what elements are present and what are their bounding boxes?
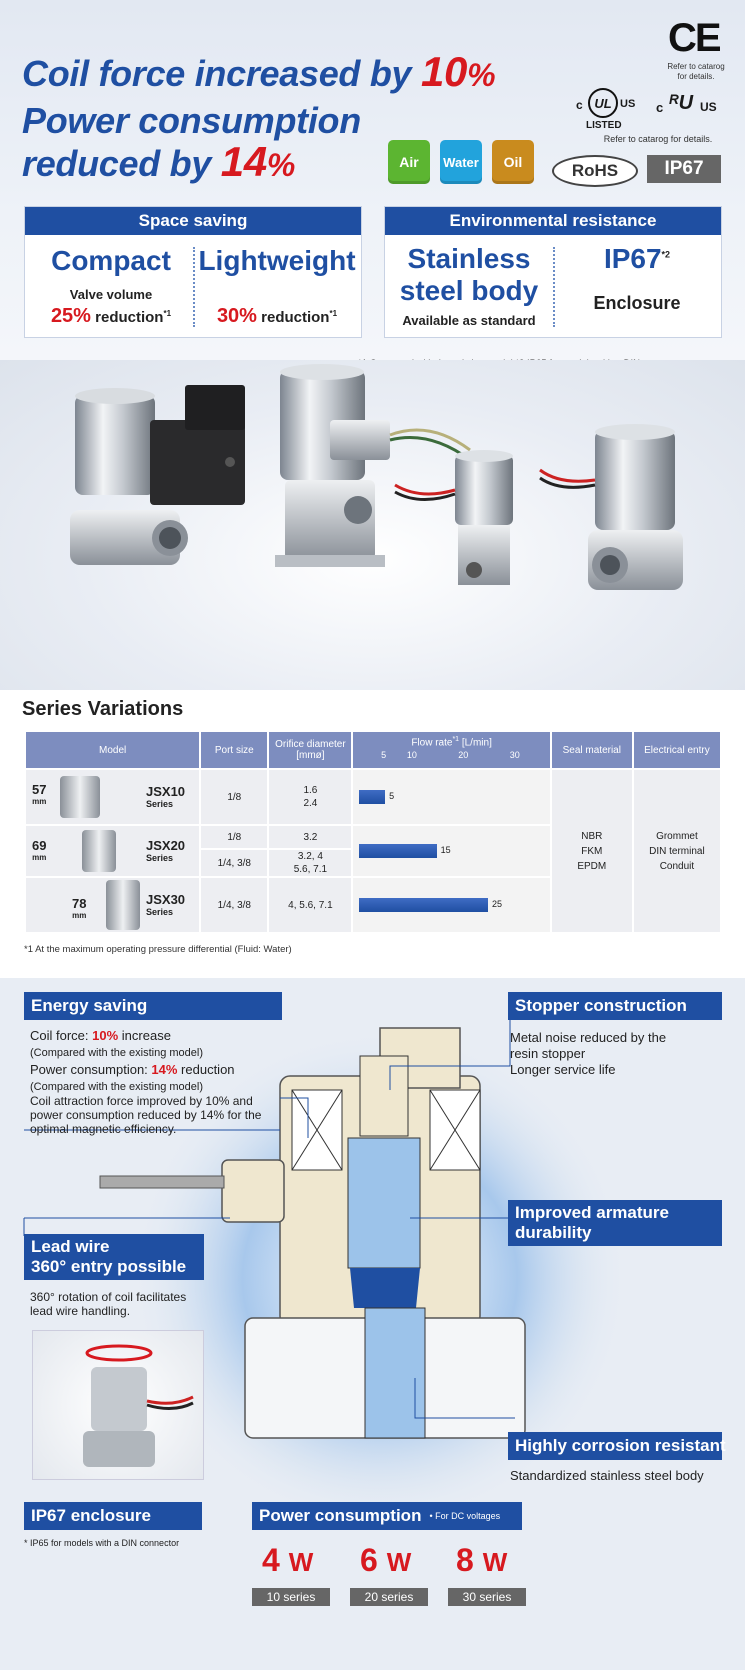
flow-value: 25 bbox=[492, 899, 503, 909]
port-cell: 1/8 bbox=[201, 770, 267, 824]
ul-listed-icon: c UL US LISTED bbox=[574, 86, 640, 132]
leadwire-photo bbox=[32, 1330, 204, 1480]
port-cell: 1/4, 3/8 bbox=[201, 850, 267, 876]
flow-cell bbox=[353, 878, 549, 932]
energy-power-line: Power consumption: 14% reduction bbox=[30, 1062, 235, 1077]
compact-label: Compact bbox=[51, 245, 171, 276]
flow-cell bbox=[353, 770, 549, 824]
valve-din-connector bbox=[70, 385, 245, 565]
leadwire-desc: 360° rotation of coil facilitates lead wire handling. bbox=[30, 1290, 187, 1318]
energy-compared-2: (Compared with the existing model) bbox=[30, 1081, 204, 1093]
flow-tick-30: 30 bbox=[509, 750, 520, 761]
lightweight-label: Lightweight bbox=[198, 245, 356, 276]
power-label-20: 20 series bbox=[350, 1588, 428, 1606]
model-cell: 78 mm JSX30 Series bbox=[26, 878, 199, 932]
model-cell: 69 mm JSX20 Series bbox=[26, 826, 199, 876]
valve-grommet bbox=[540, 424, 683, 590]
ip67-feature: IP67$^{*2}$ bbox=[603, 243, 671, 274]
fluid-badge-air: Air bbox=[388, 140, 430, 184]
energy-compared-1: (Compared with the existing model) bbox=[30, 1047, 204, 1059]
headline-line3: reduced by 14% bbox=[22, 138, 296, 185]
leadwire-head: Lead wire 360° entry possible bbox=[24, 1234, 204, 1280]
flow-cell bbox=[353, 826, 549, 876]
stopper-desc: Metal noise reduced by the resin stopper Longer service life bbox=[510, 1030, 667, 1077]
port-cell: 1/8 bbox=[201, 826, 267, 848]
flow-axis-ticks bbox=[353, 750, 549, 764]
col-seal: Seal material bbox=[552, 732, 632, 768]
flow-bar bbox=[359, 844, 436, 858]
power-head: Power consumption • For DC voltages bbox=[252, 1502, 522, 1530]
valve-thumb-icon bbox=[82, 830, 116, 872]
compact-reduction: 25% reduction$^{*1}$ bbox=[50, 305, 172, 327]
divider bbox=[553, 247, 555, 327]
col-electrical: Electrical entry bbox=[634, 732, 720, 768]
valve-small-grommet bbox=[395, 450, 513, 585]
orifice-cell: 3.2, 4 5.6, 7.1 bbox=[269, 850, 351, 876]
ce-mark-icon: CE bbox=[668, 16, 720, 60]
valve-volume-label: Valve volume bbox=[69, 287, 153, 302]
col-port: Port size bbox=[201, 732, 267, 768]
ip67-badge: IP67 bbox=[647, 155, 721, 183]
valve-thumb-icon bbox=[106, 880, 140, 930]
valve-thumb-icon bbox=[60, 776, 100, 818]
available-standard: Available as standard bbox=[402, 313, 536, 328]
env-resistance-box bbox=[384, 206, 722, 338]
fluid-badge-oil: Oil bbox=[492, 140, 534, 184]
col-model: Model bbox=[26, 732, 199, 768]
ip67-enclosure-note: * IP65 for models with a DIN connector bbox=[24, 1538, 180, 1548]
space-saving-title: Space saving bbox=[25, 207, 361, 235]
port-cell: 1/4, 3/8 bbox=[201, 878, 267, 932]
product-photo bbox=[0, 360, 745, 690]
energy-saving-head: Energy saving bbox=[24, 992, 282, 1020]
col-flow: Flow rate$^{*1}$ [L/min] 5 10 20 30 bbox=[353, 732, 549, 768]
power-label-30: 30 series bbox=[448, 1588, 526, 1606]
power-value-20: 6 W bbox=[360, 1542, 412, 1578]
table-row bbox=[26, 770, 720, 824]
orifice-cell: 3.2 bbox=[269, 826, 351, 848]
stainless-line1: Stainless bbox=[407, 243, 531, 274]
orifice-cell: 4, 5.6, 7.1 bbox=[269, 878, 351, 932]
series-footnote: *1 At the maximum operating pressure differential (Fluid: Water) bbox=[24, 944, 292, 955]
divider bbox=[193, 247, 195, 327]
stopper-head: Stopper construction bbox=[508, 992, 722, 1020]
corrosion-desc: Standardized stainless steel body bbox=[510, 1468, 704, 1483]
flow-value: 5 bbox=[389, 791, 395, 801]
energy-desc: Coil attraction force improved by 10% and power consumption reduced by 14% for the optimal magnetic efficiency. bbox=[30, 1094, 262, 1136]
lightweight-reduction: 30% reduction$^{*1}$ bbox=[216, 305, 338, 327]
series-title: Series Variations bbox=[22, 698, 184, 720]
flow-tick-5: 5 bbox=[381, 750, 387, 761]
energy-coil-line: Coil force: 10% increase bbox=[30, 1028, 171, 1043]
flow-value: 15 bbox=[440, 845, 451, 855]
header-section bbox=[0, 0, 745, 360]
flow-tick-10: 10 bbox=[406, 750, 417, 761]
seal-cell: NBR FKM EPDM bbox=[552, 770, 632, 932]
headline-line1: Coil force increased by 10% bbox=[22, 48, 496, 95]
ip67-enclosure-head: IP67 enclosure bbox=[24, 1502, 202, 1530]
headline-line2: Power consumption bbox=[22, 100, 361, 141]
ul-note: Refer to catarog for details. bbox=[603, 134, 713, 144]
series-table bbox=[24, 730, 722, 934]
ce-note: Refer to catarog for details. bbox=[667, 62, 725, 81]
col-orifice: Orifice diameter [mmø] bbox=[269, 732, 351, 768]
rohs-badge: RoHS bbox=[552, 155, 638, 187]
ul-recognized-icon: c ᴿU US bbox=[656, 92, 717, 115]
corrosion-head: Highly corrosion resistant bbox=[508, 1432, 722, 1460]
model-cell: 57 mm JSX10 Series bbox=[26, 770, 199, 824]
feature-diagram-section bbox=[0, 978, 745, 1670]
flow-bar bbox=[359, 790, 385, 804]
space-saving-box bbox=[24, 206, 362, 338]
stainless-line2: steel body bbox=[399, 275, 539, 306]
flow-bar bbox=[359, 898, 488, 912]
rotation-arrow-icon bbox=[33, 1331, 205, 1481]
series-header-row bbox=[26, 732, 720, 768]
valve-conduit bbox=[275, 364, 470, 567]
orifice-cell: 1.6 2.4 bbox=[269, 770, 351, 824]
armature-head: Improved armature durability bbox=[508, 1200, 722, 1246]
valves-illustration bbox=[0, 360, 745, 690]
power-value-10: 4 W bbox=[262, 1542, 314, 1578]
enclosure-label: Enclosure bbox=[593, 293, 681, 313]
power-value-30: 8 W bbox=[456, 1542, 508, 1578]
env-resistance-title: Environmental resistance bbox=[385, 207, 721, 235]
fluid-badge-water: Water bbox=[440, 140, 482, 184]
electrical-cell: Grommet DIN terminal Conduit bbox=[634, 770, 720, 932]
flow-tick-20: 20 bbox=[458, 750, 469, 761]
power-label-10: 10 series bbox=[252, 1588, 330, 1606]
